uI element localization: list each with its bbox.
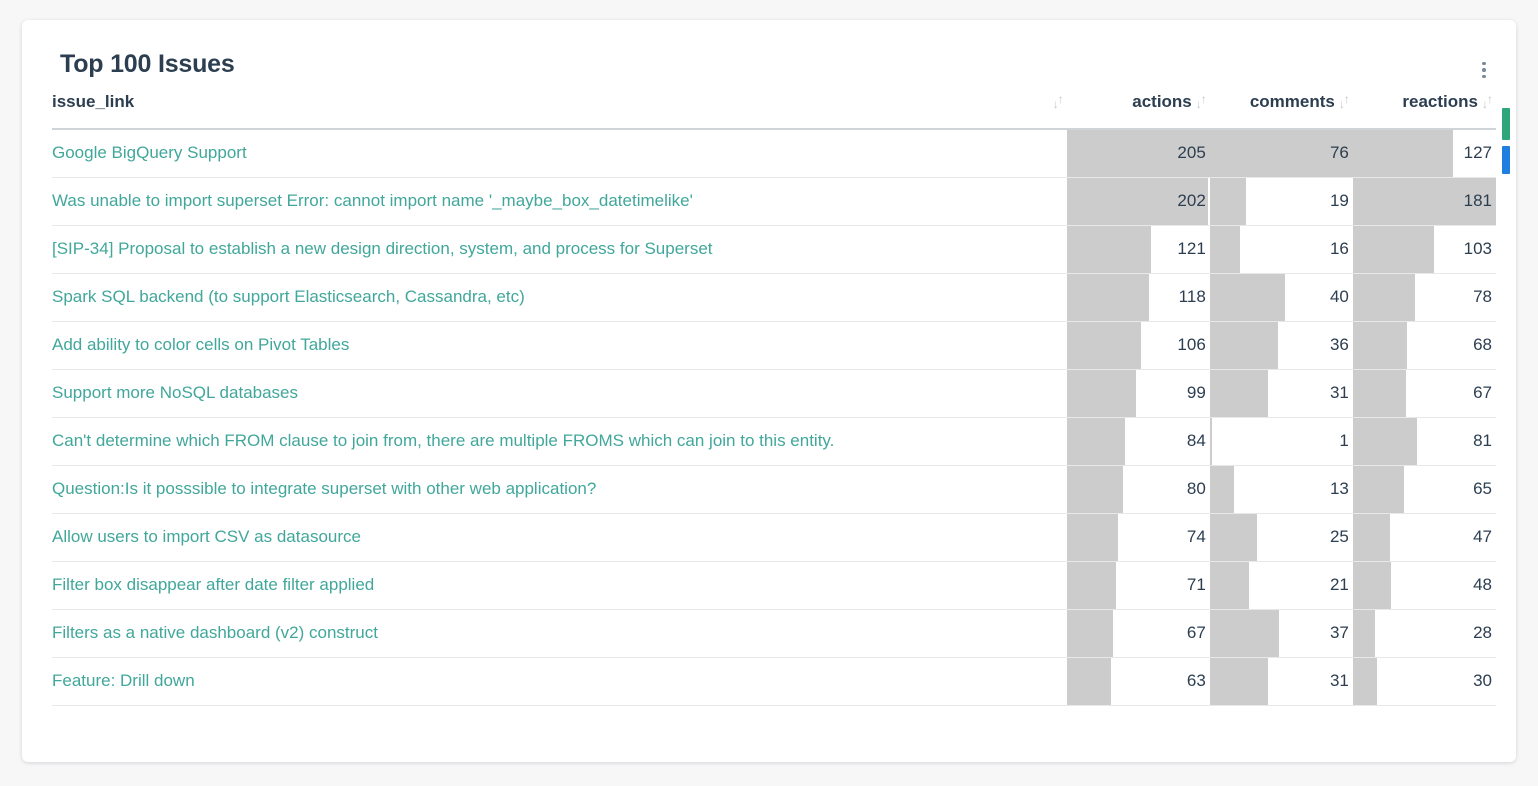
bar-reactions (1353, 562, 1391, 609)
cell-reactions (1353, 657, 1496, 705)
cell-actions (1067, 369, 1210, 417)
issues-table-container (52, 92, 1496, 754)
table-row (52, 129, 1496, 177)
issue-link[interactable]: Feature: Drill down (52, 670, 195, 690)
cell-reactions (1353, 225, 1496, 273)
page-title: Top 100 Issues (60, 50, 235, 78)
value-comments: 21 (1329, 575, 1349, 594)
table-row (52, 609, 1496, 657)
cell-reactions (1353, 609, 1496, 657)
sort-icon-comments[interactable]: ↑ ↓ (1338, 92, 1350, 111)
issue-link[interactable]: Support more NoSQL databases (52, 382, 299, 402)
value-comments: 13 (1329, 479, 1349, 498)
value-reactions: 48 (1473, 575, 1492, 594)
scrollbar-indicator-green[interactable] (1502, 108, 1510, 140)
bar-reactions (1353, 658, 1377, 705)
cell-actions (1067, 417, 1210, 465)
cell-comments (1210, 513, 1353, 561)
value-reactions: 127 (1463, 143, 1492, 163)
cell-comments (1210, 225, 1353, 273)
cell-issue-link (52, 321, 1067, 369)
column-header-actions-label: actions (1132, 92, 1192, 111)
cell-comments (1210, 273, 1353, 321)
bar-reactions (1353, 610, 1375, 657)
cell-comments (1210, 129, 1353, 177)
sort-icon-actions[interactable]: ↑ ↓ (1195, 92, 1207, 111)
bar-comments (1210, 466, 1234, 513)
bar-actions (1067, 562, 1117, 609)
bar-actions (1067, 514, 1119, 561)
cell-comments (1210, 609, 1353, 657)
value-reactions: 28 (1473, 623, 1492, 642)
cell-issue-link (52, 417, 1067, 465)
issue-link[interactable]: Google BigQuery Support (52, 142, 247, 162)
issue-link[interactable]: Can't determine which FROM clause to join from, there are multiple FROMS which can join to this entity. (52, 430, 835, 450)
cell-issue-link (52, 177, 1067, 225)
value-comments: 25 (1329, 527, 1349, 546)
value-actions: 71 (1186, 575, 1206, 594)
kebab-menu-icon[interactable] (1474, 56, 1494, 84)
value-comments: 16 (1329, 239, 1349, 258)
bar-comments (1210, 658, 1268, 705)
column-header-comments-label: comments (1249, 92, 1335, 111)
bar-comments (1210, 178, 1246, 225)
value-comments: 40 (1329, 287, 1349, 306)
bar-actions (1067, 610, 1114, 657)
column-header-issue-link[interactable] (52, 92, 1067, 129)
cell-issue-link (52, 129, 1067, 177)
value-reactions: 81 (1473, 431, 1492, 450)
issue-link[interactable]: [SIP-34] Proposal to establish a new design direction, system, and process for Superset (52, 238, 713, 258)
issue-link[interactable]: Question:Is it posssible to integrate superset with other web application? (52, 478, 597, 498)
cell-actions (1067, 465, 1210, 513)
value-reactions: 47 (1473, 527, 1492, 546)
bar-actions (1067, 466, 1123, 513)
column-header-issue-link-label: issue_link (52, 92, 135, 111)
cell-actions (1067, 657, 1210, 705)
table-row (52, 321, 1496, 369)
cell-reactions (1353, 321, 1496, 369)
column-header-reactions[interactable] (1353, 92, 1496, 129)
value-reactions: 78 (1473, 287, 1492, 306)
issue-link[interactable]: Add ability to color cells on Pivot Tables (52, 334, 350, 354)
cell-actions (1067, 321, 1210, 369)
value-reactions: 67 (1473, 383, 1492, 402)
bar-reactions (1353, 418, 1417, 465)
cell-actions (1067, 513, 1210, 561)
value-reactions: 65 (1473, 479, 1492, 498)
bar-comments (1210, 514, 1257, 561)
cell-reactions (1353, 513, 1496, 561)
value-comments: 36 (1329, 335, 1349, 354)
bar-actions (1067, 322, 1141, 369)
cell-issue-link (52, 369, 1067, 417)
value-actions: 106 (1177, 335, 1206, 354)
value-actions: 118 (1178, 287, 1206, 306)
cell-actions (1067, 273, 1210, 321)
bar-comments (1210, 610, 1280, 657)
cell-issue-link (52, 513, 1067, 561)
bar-reactions (1353, 370, 1406, 417)
value-comments: 37 (1329, 623, 1349, 642)
value-reactions: 181 (1463, 191, 1492, 210)
top-issues-card (22, 20, 1516, 762)
table-header-row (52, 92, 1496, 129)
bar-reactions (1353, 226, 1434, 273)
cell-actions (1067, 225, 1210, 273)
table-row (52, 657, 1496, 705)
cell-comments (1210, 321, 1353, 369)
cell-reactions (1353, 369, 1496, 417)
bar-reactions (1353, 466, 1404, 513)
issue-link[interactable]: Filters as a native dashboard (v2) construct (52, 622, 378, 642)
table-row (52, 465, 1496, 513)
bar-comments (1210, 226, 1240, 273)
column-header-actions[interactable] (1067, 92, 1210, 129)
card-header (22, 20, 1516, 92)
table-row (52, 225, 1496, 273)
value-actions: 67 (1186, 623, 1206, 642)
cell-actions (1067, 609, 1210, 657)
table-row (52, 369, 1496, 417)
value-reactions: 30 (1473, 671, 1492, 690)
bar-comments (1210, 274, 1285, 321)
value-actions: 99 (1186, 383, 1206, 402)
cell-comments (1210, 417, 1353, 465)
cell-comments (1210, 561, 1353, 609)
value-reactions: 68 (1473, 335, 1492, 354)
value-actions: 202 (1177, 191, 1206, 210)
issue-link[interactable]: Was unable to import superset Error: cannot import name '_maybe_box_datetimelike' (52, 190, 693, 210)
value-comments: 1 (1339, 431, 1349, 450)
cell-reactions (1353, 465, 1496, 513)
value-actions: 63 (1186, 671, 1206, 690)
value-actions: 205 (1177, 143, 1206, 163)
table-row (52, 273, 1496, 321)
cell-issue-link (52, 225, 1067, 273)
bar-actions (1067, 370, 1136, 417)
value-actions: 121 (1177, 239, 1206, 258)
cell-issue-link (52, 273, 1067, 321)
cell-comments (1210, 657, 1353, 705)
bar-reactions (1353, 514, 1390, 561)
bar-comments (1210, 322, 1278, 369)
cell-actions (1067, 129, 1210, 177)
sort-icon-issue-link[interactable]: ↑ ↓ (1052, 92, 1064, 111)
cell-reactions (1353, 417, 1496, 465)
table-header (52, 92, 1496, 129)
cell-reactions (1353, 129, 1496, 177)
value-actions: 74 (1186, 527, 1206, 546)
cell-issue-link (52, 561, 1067, 609)
issue-link[interactable]: Filter box disappear after date filter applied (52, 574, 375, 594)
column-header-comments[interactable] (1210, 92, 1353, 129)
cell-actions (1067, 177, 1210, 225)
bar-comments (1210, 562, 1250, 609)
cell-actions (1067, 561, 1210, 609)
cell-comments (1210, 369, 1353, 417)
cell-reactions (1353, 177, 1496, 225)
bar-reactions (1353, 274, 1415, 321)
issue-link[interactable]: Spark SQL backend (to support Elasticsearch, Cassandra, etc) (52, 286, 525, 306)
bar-reactions (1353, 322, 1407, 369)
bar-actions (1067, 226, 1151, 273)
bar-reactions (1353, 130, 1453, 177)
table-row (52, 417, 1496, 465)
bar-actions (1067, 274, 1149, 321)
issue-link[interactable]: Allow users to import CSV as datasource (52, 526, 361, 546)
value-actions: 80 (1186, 479, 1206, 498)
cell-issue-link (52, 609, 1067, 657)
value-comments: 31 (1329, 383, 1349, 402)
cell-issue-link (52, 657, 1067, 705)
cell-reactions (1353, 561, 1496, 609)
scrollbar-indicator-blue[interactable] (1502, 146, 1510, 174)
bar-comments (1210, 370, 1268, 417)
cell-comments (1210, 177, 1353, 225)
cell-issue-link (52, 465, 1067, 513)
table-row (52, 513, 1496, 561)
table-row (52, 561, 1496, 609)
issues-table (52, 92, 1496, 706)
value-reactions: 103 (1463, 239, 1492, 258)
column-header-reactions-label: reactions (1402, 92, 1478, 111)
value-comments: 76 (1329, 143, 1349, 163)
cell-reactions (1353, 273, 1496, 321)
table-body (52, 129, 1496, 705)
bar-actions (1067, 658, 1111, 705)
value-actions: 84 (1186, 431, 1206, 450)
sort-icon-reactions[interactable]: ↑ ↓ (1482, 92, 1493, 111)
bar-actions (1067, 418, 1126, 465)
value-comments: 19 (1329, 191, 1349, 210)
bar-comments (1210, 418, 1212, 465)
cell-comments (1210, 465, 1353, 513)
value-comments: 31 (1329, 671, 1349, 690)
table-row (52, 177, 1496, 225)
